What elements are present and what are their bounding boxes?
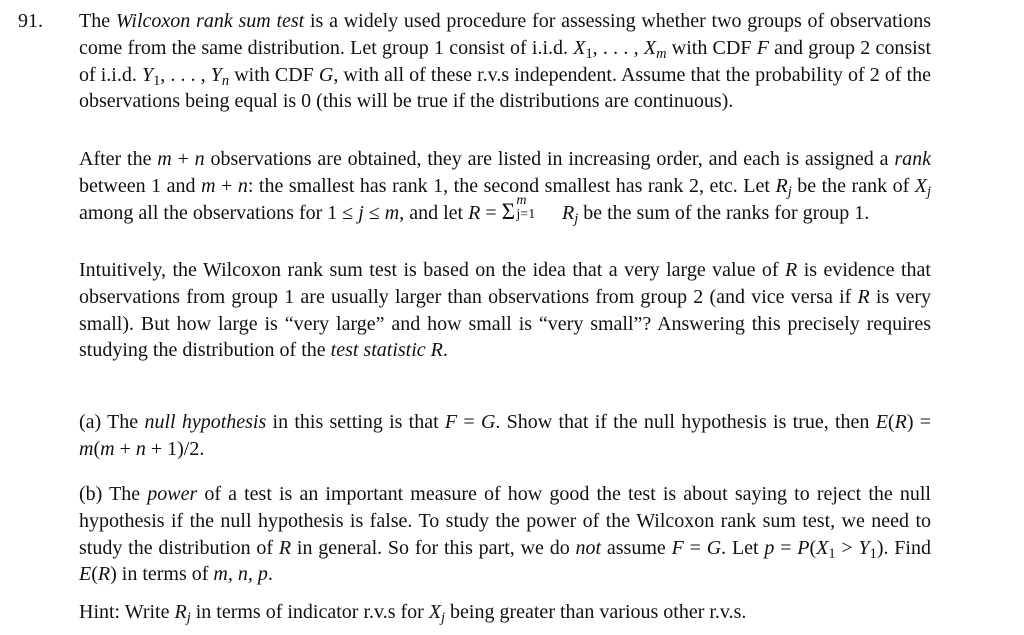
- math-var: Y: [210, 63, 222, 86]
- math-var: X: [643, 36, 657, 59]
- text-run: (b) The: [79, 483, 148, 505]
- text-run: among all the observations for 1 ≤: [79, 201, 359, 224]
- text-run: , . . . ,: [160, 63, 211, 86]
- sum-limits: [515, 193, 557, 223]
- text-run: (: [91, 563, 98, 586]
- text-run: is a widely used procedure for assessing whether two groups of observations come from the same distribution. Let group 1 consist of i.i.d.: [79, 10, 931, 59]
- math-var: X: [428, 601, 442, 623]
- math-subscript: 1: [869, 545, 877, 562]
- math-var: R: [97, 563, 111, 586]
- math-var: m: [79, 437, 94, 460]
- ranking-paragraph: [79, 146, 931, 226]
- text-run: .: [442, 339, 448, 362]
- text-run: =: [480, 201, 502, 224]
- text-run: be the rank of: [791, 174, 915, 197]
- intuition-paragraph: [79, 257, 931, 364]
- math-var: G: [480, 411, 496, 433]
- text-run: The: [79, 10, 116, 32]
- text-run: . Let: [721, 536, 765, 559]
- math-subscript: j: [927, 183, 931, 200]
- text-run: with CDF: [229, 63, 319, 86]
- text-run: : the smallest has rank 1, the second smallest has rank 2, etc. Let: [247, 174, 776, 197]
- emphasized-term: test statistic R: [330, 339, 443, 362]
- text-run: =: [457, 411, 481, 433]
- math-var: F: [671, 536, 684, 559]
- math-var: R: [468, 201, 481, 224]
- text-run: +: [215, 174, 238, 197]
- hint-paragraph: [79, 599, 931, 626]
- math-var: p: [764, 536, 775, 559]
- text-run: +: [171, 148, 195, 170]
- math-var: n: [135, 437, 146, 460]
- math-var: R: [174, 601, 187, 623]
- math-var: m: [157, 148, 172, 170]
- text-run: , . . . ,: [592, 36, 644, 59]
- math-var: E: [79, 563, 92, 586]
- math-subscript: 1: [828, 545, 836, 562]
- text-run: After the: [79, 148, 158, 170]
- math-var: R: [278, 536, 292, 559]
- math-var: F: [444, 411, 458, 433]
- math-subscript: j: [787, 183, 792, 200]
- text-run: Hint: Write: [79, 601, 175, 623]
- math-var: n: [237, 174, 248, 197]
- math-var: R: [775, 174, 788, 197]
- text-run: (: [809, 536, 817, 559]
- math-subscript: n: [221, 72, 230, 89]
- text-run: assume: [601, 536, 672, 559]
- text-run: is very small). But how large is “very large” and how small is “very small”? Answering this precisely requires studying the distribution of the: [79, 285, 931, 362]
- math-var: R: [894, 411, 907, 433]
- math-var: R: [562, 201, 575, 224]
- text-run: , with all of these r.v.s independent. Assume that the probability of 2 of the observations being equal is 0 (this will be true if the distributions are continuous).: [79, 63, 932, 113]
- math-var: j: [358, 201, 364, 224]
- text-run: observations are obtained, they are listed in increasing order, and each is assigned a: [204, 148, 895, 170]
- text-run: =: [774, 536, 798, 559]
- math-var: X: [573, 36, 586, 59]
- text-run: (: [93, 437, 101, 460]
- text-run: .: [267, 563, 273, 586]
- math-var: m: [100, 437, 115, 460]
- emphasized-term: null hypothesis: [144, 411, 267, 433]
- math-var: R: [785, 259, 798, 281]
- text-run: (: [887, 411, 895, 433]
- problem-number: 91.: [18, 10, 43, 32]
- text-run: (a) The: [79, 411, 145, 433]
- text-run: in general. So for this part, we do: [291, 536, 576, 559]
- sum-symbol: Σ: [501, 198, 516, 224]
- math-var: m: [384, 201, 400, 224]
- math-var: G: [706, 536, 722, 559]
- math-subscript: j: [574, 210, 579, 227]
- part-b-paragraph: [79, 481, 931, 588]
- text-run: between 1 and: [79, 174, 202, 197]
- text-run: +: [114, 437, 136, 460]
- emphasized-term: power: [147, 483, 198, 505]
- math-var: m, n, p: [213, 563, 268, 586]
- math-var: Y: [141, 63, 154, 86]
- text-run: ). Find: [876, 536, 931, 559]
- math-var: X: [914, 174, 927, 197]
- math-var: n: [194, 148, 205, 170]
- text-run: + 1)/2.: [145, 437, 205, 460]
- math-var: G: [318, 63, 334, 86]
- intro-paragraph: [79, 8, 931, 115]
- math-var: X: [816, 536, 829, 559]
- text-run: is evidence that observations from group 1 are usually larger than observations from group 2 (and vice versa if: [79, 259, 931, 308]
- text-run: being greater than various other r.v.s.: [445, 601, 747, 623]
- math-subscript: j: [441, 610, 446, 627]
- emphasized-term: rank: [894, 148, 931, 170]
- text-run: . Show that if the null hypothesis is true, then: [495, 411, 876, 433]
- text-run: and group 2 consist of i.i.d.: [79, 36, 932, 86]
- text-run: ) in terms of: [110, 563, 214, 586]
- math-var: R: [857, 285, 870, 308]
- sum-lower-limit: j=1: [516, 207, 536, 223]
- math-var: P: [797, 536, 810, 559]
- emphasized-term: not: [575, 536, 602, 559]
- text-run: ≤: [363, 201, 385, 224]
- text-run: ) =: [906, 411, 932, 433]
- text-run: be the sum of the ranks for group 1.: [578, 201, 870, 224]
- math-var: Y: [858, 536, 870, 559]
- math-var: F: [756, 36, 769, 59]
- emphasized-term: Wilcoxon rank sum test: [115, 10, 305, 32]
- part-a-paragraph: [79, 409, 931, 463]
- math-subscript: 1: [585, 45, 593, 62]
- summation: [501, 193, 557, 224]
- math-var: E: [875, 411, 888, 433]
- math-subscript: 1: [153, 72, 161, 89]
- text-run: >: [835, 536, 859, 559]
- text-run: in this setting is that: [266, 411, 445, 433]
- math-subscript: j: [186, 610, 191, 627]
- text-run: in terms of indicator r.v.s for: [190, 601, 429, 623]
- sum-upper-limit: m: [516, 193, 527, 209]
- text-run: of a test is an important measure of how good the test is about saying to reject the null hypothesis if the null hypothesis is false. To study the power of the Wilcoxon rank sum test, we need to study the distribution of: [79, 483, 931, 559]
- text-run: with CDF: [666, 36, 757, 59]
- text-run: Intuitively, the Wilcoxon rank sum test is based on the idea that a very large value of: [79, 259, 786, 281]
- text-run: =: [683, 536, 707, 559]
- math-subscript: m: [656, 45, 667, 62]
- text-run: , and let: [399, 201, 469, 224]
- math-var: m: [201, 174, 216, 197]
